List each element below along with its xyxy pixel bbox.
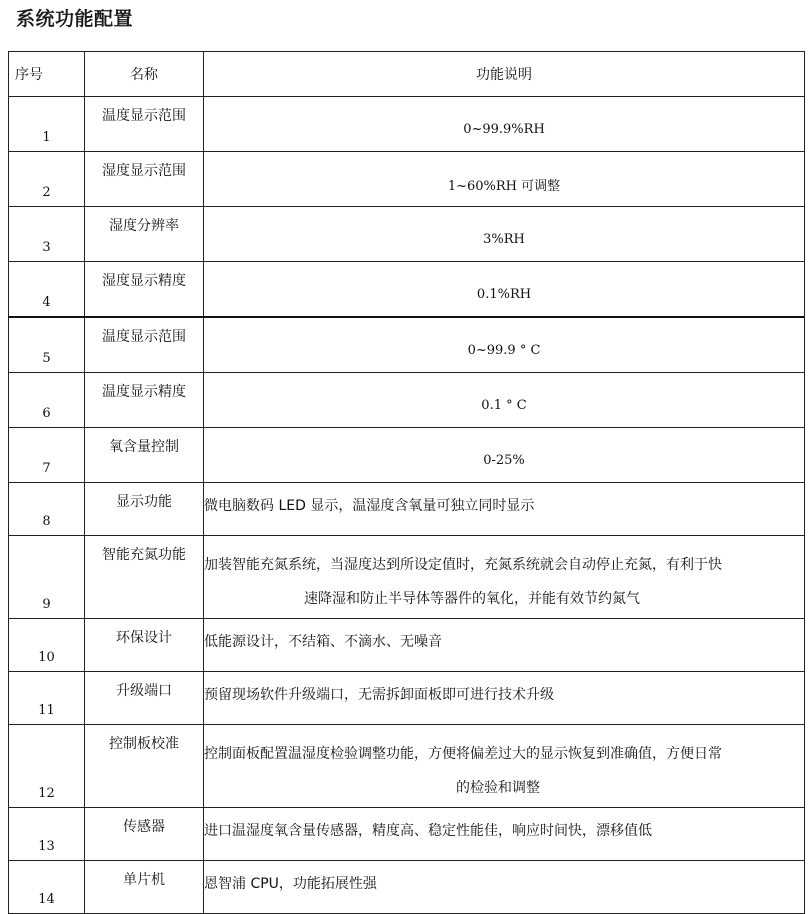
- row-description: 微电脑数码 LED 显示，温湿度含氧量可独立同时显示: [204, 483, 805, 536]
- table-row: [9, 317, 805, 373]
- row-name: 湿度显示范围: [85, 152, 204, 207]
- row-index: 11: [9, 672, 85, 725]
- row-index: 9: [9, 536, 85, 619]
- row-description: [204, 725, 805, 808]
- row-index: 3: [9, 207, 85, 262]
- row-index: 4: [9, 262, 85, 318]
- row-name: 控制板校准: [85, 725, 204, 808]
- row-name: 显示功能: [85, 483, 204, 536]
- row-index: 10: [9, 619, 85, 672]
- row-name: 单片机: [85, 861, 204, 914]
- row-index: 5: [9, 317, 85, 373]
- row-description: 1~60%RH 可调整: [204, 152, 805, 207]
- row-index: 13: [9, 808, 85, 861]
- row-name: 湿度分辨率: [85, 207, 204, 262]
- row-description: 低能源设计，不结箱、不滴水、无噪音: [204, 619, 805, 672]
- row-index: 12: [9, 725, 85, 808]
- row-description-line2: 的检验和调整: [456, 780, 540, 796]
- table-row: [9, 207, 805, 262]
- table-row: [9, 808, 805, 861]
- row-index: 6: [9, 373, 85, 428]
- row-description-line2: 速降湿和防止半导体等器件的氧化，并能有效节约氮气: [304, 591, 640, 607]
- row-name: 传感器: [85, 808, 204, 861]
- row-description: 0~99.9%RH: [204, 97, 805, 152]
- row-name: 升级端口: [85, 672, 204, 725]
- row-description: [204, 536, 805, 619]
- row-index: 14: [9, 861, 85, 914]
- page-title: 系统功能配置: [16, 8, 134, 30]
- row-name: 温度显示范围: [85, 97, 204, 152]
- header-name: 名称: [85, 52, 204, 97]
- row-index: 7: [9, 428, 85, 483]
- row-description: 预留现场软件升级端口，无需拆卸面板即可进行技术升级: [204, 672, 805, 725]
- row-description-line1: 控制面板配置温湿度检验调整功能，方便将偏差过大的显示恢复到准确值，方便日常: [204, 746, 722, 762]
- table-row: [9, 97, 805, 152]
- row-index: 1: [9, 97, 85, 152]
- header-description: 功能说明: [204, 52, 805, 97]
- row-description: 0.1 ° C: [204, 373, 805, 428]
- row-description: 3%RH: [204, 207, 805, 262]
- table-row: [9, 262, 805, 318]
- row-name: 温度显示范围: [85, 317, 204, 373]
- row-description-line1: 加装智能充氮系统，当湿度达到所设定值时，充氮系统就会自动停止充氮，有利于快: [204, 557, 722, 573]
- table-row: [9, 373, 805, 428]
- row-name: 湿度显示精度: [85, 262, 204, 318]
- row-index: 8: [9, 483, 85, 536]
- table-row: [9, 672, 805, 725]
- table-header-row: [9, 52, 805, 97]
- row-name: 智能充氮功能: [85, 536, 204, 619]
- row-description: 恩智浦 CPU，功能拓展性强: [204, 861, 805, 914]
- header-index: 序号: [9, 52, 85, 97]
- table-row: [9, 152, 805, 207]
- table-row: [9, 483, 805, 536]
- row-description: 0.1%RH: [204, 262, 805, 318]
- table-row: [9, 861, 805, 914]
- row-name: 温度显示精度: [85, 373, 204, 428]
- function-config-table: [8, 51, 805, 914]
- table-row: [9, 428, 805, 483]
- row-description: 进口温湿度氧含量传感器，精度高、稳定性能佳，响应时间快，漂移值低: [204, 808, 805, 861]
- table-row: [9, 619, 805, 672]
- row-name: 环保设计: [85, 619, 204, 672]
- table-row: [9, 536, 805, 619]
- row-name: 氧含量控制: [85, 428, 204, 483]
- row-index: 2: [9, 152, 85, 207]
- row-description: 0~99.9 ° C: [204, 317, 805, 373]
- row-description: 0-25%: [204, 428, 805, 483]
- table-row: [9, 725, 805, 808]
